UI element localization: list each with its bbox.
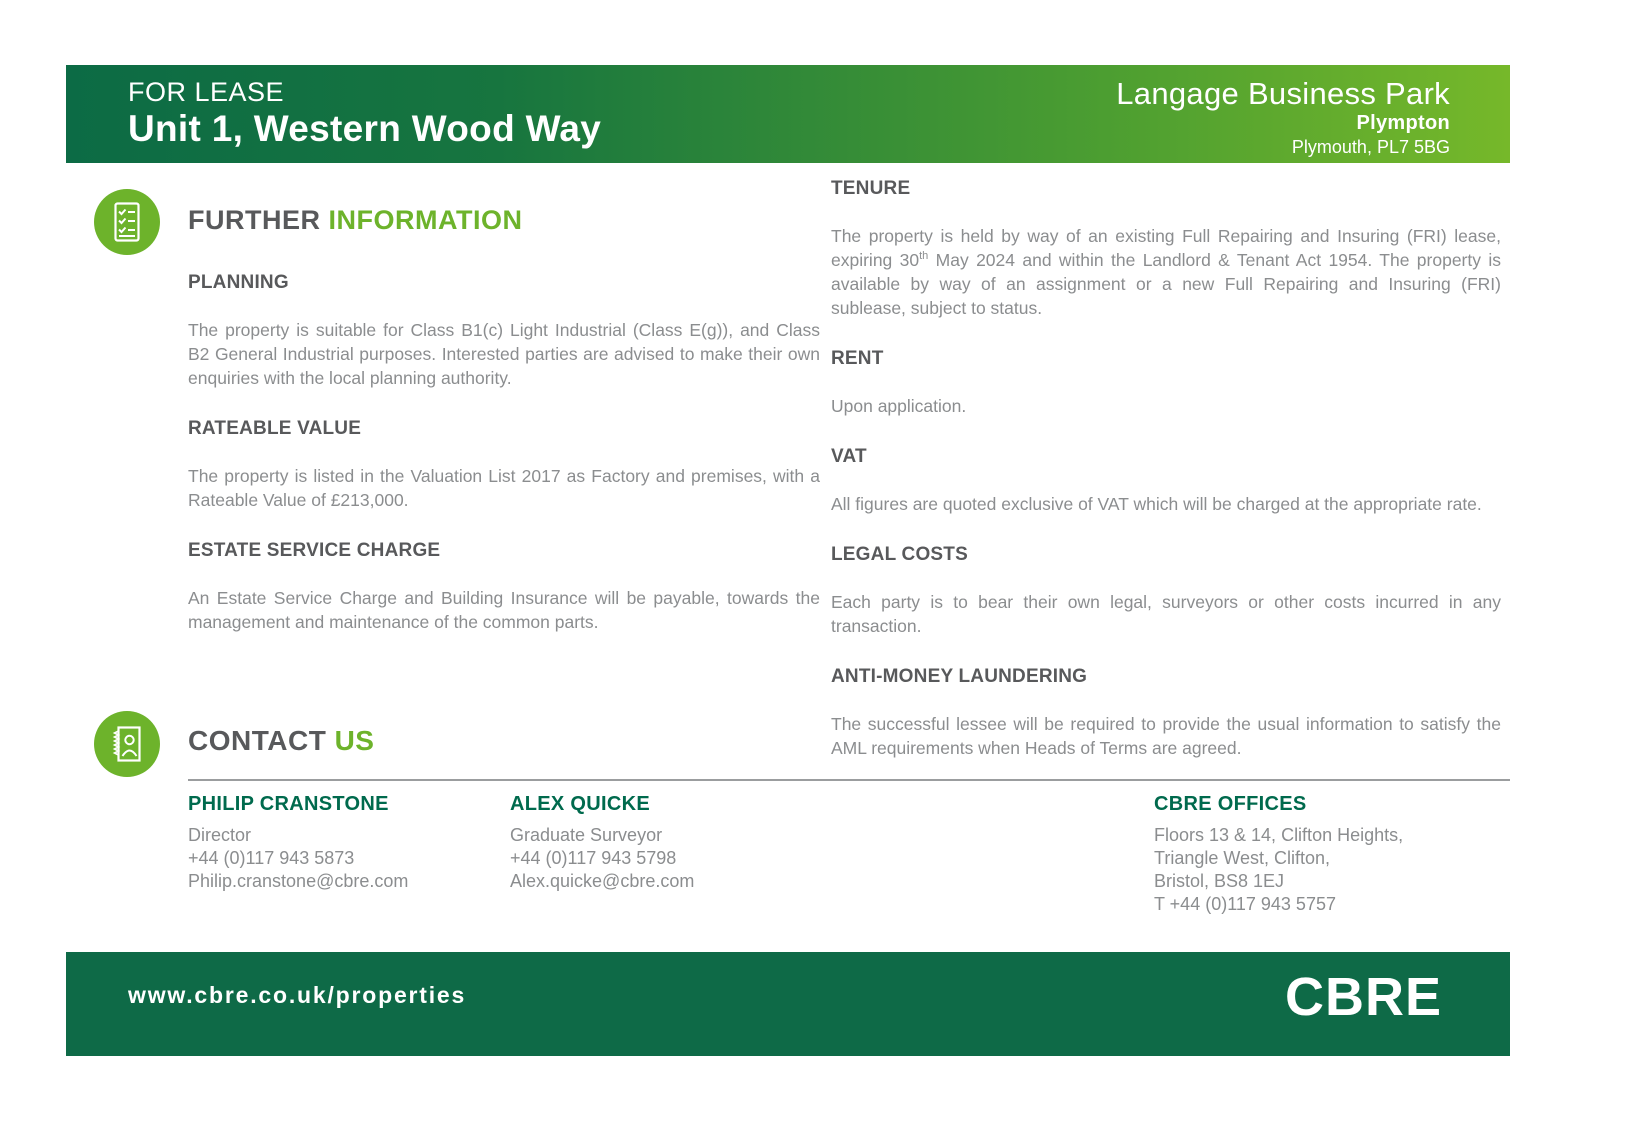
contact-book-icon — [94, 711, 160, 777]
header-right — [1116, 65, 1510, 163]
contact-phone: +44 (0)117 943 5873 — [188, 848, 355, 868]
section-heading-vat: VAT — [831, 446, 867, 467]
office-address-line: Floors 13 & 14, Clifton Heights, — [1154, 825, 1404, 845]
section-body-rent: Upon application. — [831, 396, 967, 416]
section-body-planning: The property is suitable for Class B1(c) Light Industrial (Class E(g)), and Class B2 General Industrial purposes. Interested parties are advised to make their own enquiries with the local planning authority. — [188, 320, 820, 388]
section-heading-rateable-value: RATEABLE VALUE — [188, 418, 362, 439]
information-label: INFORMATION — [328, 205, 523, 235]
contact-card-alex-quicke — [510, 793, 1154, 916]
tenure-text-pre: The property is held by way of an existing Full Repairing and Insuring (FRI) lease, expiring 30 — [831, 226, 1501, 270]
section-body-tenure — [831, 224, 1501, 320]
property-title: Unit 1, Western Wood Way — [128, 108, 602, 149]
contact-row — [188, 793, 1510, 916]
header-banner — [66, 65, 1510, 163]
town-name: Plympton — [1356, 112, 1450, 134]
office-address-line: Triangle West, Clifton, — [1154, 848, 1331, 868]
contact-email-link[interactable]: Philip.cranstone@cbre.com — [188, 871, 409, 891]
section-heading-legal-costs: LEGAL COSTS — [831, 544, 968, 565]
section-heading-estate-service-charge: ESTATE SERVICE CHARGE — [188, 540, 441, 561]
office-phone: T +44 (0)117 943 5757 — [1154, 894, 1336, 914]
section-heading-tenure: TENURE — [831, 178, 911, 199]
contact-card-philip-cranstone — [188, 793, 510, 916]
business-park-name: Langage Business Park — [1116, 76, 1450, 111]
section-body-rateable-value: The property is listed in the Valuation List 2017 as Factory and premises, with a Rateable Value of £213,000. — [188, 466, 820, 510]
section-body-estate-service-charge: An Estate Service Charge and Building Insurance will be payable, towards the management and maintenance of the common parts. — [188, 588, 820, 632]
further-information-heading — [188, 205, 523, 236]
office-address-line: Bristol, BS8 1EJ — [1154, 871, 1285, 891]
section-heading-rent: RENT — [831, 348, 884, 369]
section-body-legal-costs: Each party is to bear their own legal, surveyors or other costs incurred in any transaction. — [831, 592, 1501, 636]
further-information-column — [188, 258, 820, 662]
office-heading: CBRE OFFICES — [1154, 793, 1307, 815]
section-heading-anti-money-laundering: ANTI-MONEY LAUNDERING — [831, 666, 1088, 687]
further-label: FURTHER — [188, 205, 321, 235]
website-url-link[interactable]: www.cbre.co.uk/properties — [128, 982, 467, 1008]
footer-bar — [66, 952, 1510, 1056]
cbre-logo: CBRE — [1284, 967, 1442, 1027]
contact-name: ALEX QUICKE — [510, 793, 650, 815]
contact-phone: +44 (0)117 943 5798 — [510, 848, 677, 868]
contact-label: CONTACT — [188, 725, 327, 756]
contact-role: Graduate Surveyor — [510, 825, 663, 845]
contact-email-link[interactable]: Alex.quicke@cbre.com — [510, 871, 695, 891]
cbre-offices-card — [1154, 793, 1510, 916]
us-label: US — [334, 725, 375, 756]
postcode-address: Plymouth, PL7 5BG — [1291, 137, 1450, 157]
details-column — [831, 170, 1501, 788]
tenure-superscript: th — [919, 250, 929, 263]
section-heading-planning: PLANNING — [188, 272, 289, 293]
tenure-text-post: May 2024 and within the Landlord & Tenant Act 1954. The property is available by way of an assignment or a new Full Repairing and Insuring (FRI) sublease, subject to status. — [831, 250, 1501, 318]
contact-divider — [188, 779, 1510, 781]
checklist-icon — [94, 189, 160, 255]
section-body-anti-money-laundering: The successful lessee will be required to provide the usual information to satisfy the AML requirements when Heads of Terms are agreed. — [831, 714, 1501, 758]
section-body-vat: All figures are quoted exclusive of VAT which will be charged at the appropriate rate. — [831, 494, 1482, 514]
for-lease-label: FOR LEASE — [128, 77, 285, 107]
contact-us-heading — [188, 725, 374, 757]
header-left — [66, 65, 601, 163]
contact-name: PHILIP CRANSTONE — [188, 793, 389, 815]
contact-role: Director — [188, 825, 252, 845]
